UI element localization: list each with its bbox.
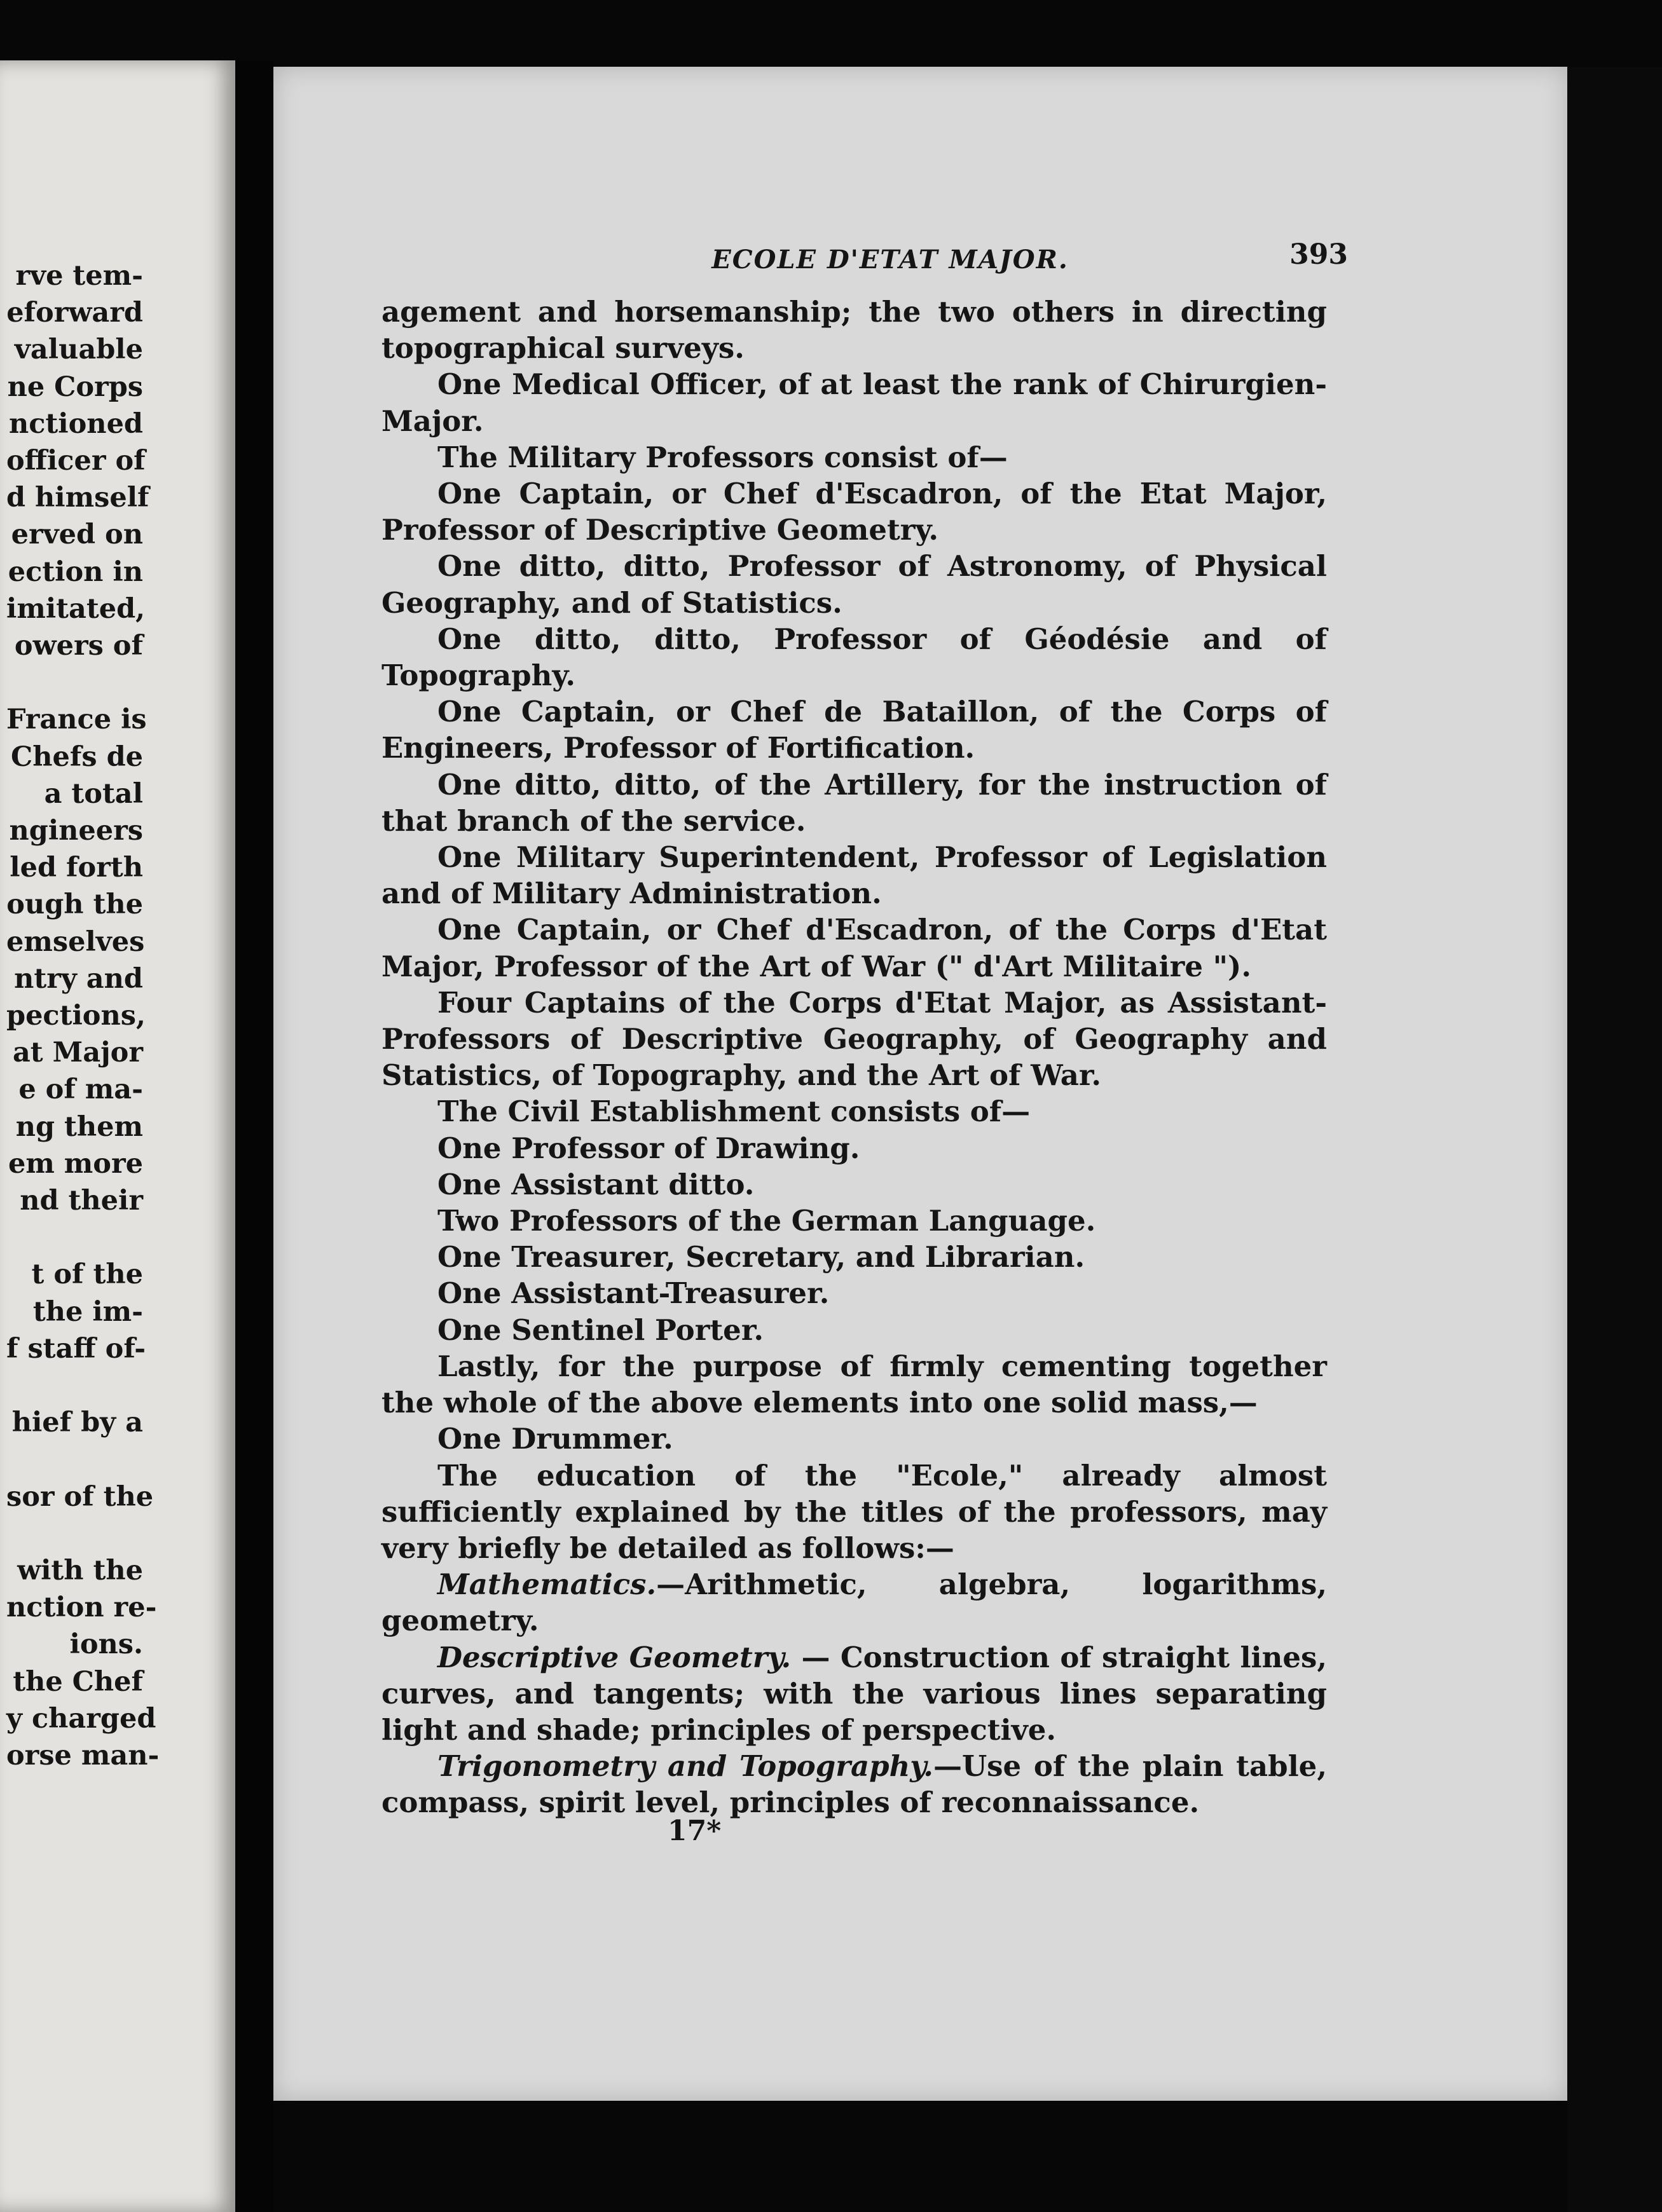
page-edge: [1567, 67, 1662, 2212]
body-paragraph: [381, 548, 1327, 620]
paragraph-text: One Medical Officer, of at least the rank of Chirurgien-Major.: [381, 367, 1327, 438]
left-page-line: e of ma-: [18, 1074, 143, 1106]
body-paragraph: [381, 1566, 1327, 1639]
paragraph-text: One ditto, ditto, Professor of Astronomy, of Physical Geography, and of Statistics.: [381, 549, 1327, 620]
left-page-line: pections,: [6, 1000, 146, 1032]
body-paragraph: [381, 294, 1327, 366]
body-paragraph: [381, 1166, 1327, 1203]
paragraph-text: One Military Superintendent, Professor of Legislation and of Military Administration.: [381, 840, 1327, 911]
paragraph-text: One Treasurer, Secretary, and Librarian.: [437, 1240, 1085, 1274]
body-paragraph: [381, 1312, 1327, 1348]
left-page-line: the im-: [32, 1295, 143, 1328]
left-page-line: imitated,: [6, 592, 146, 625]
paragraph-text: The Military Professors consist of—: [437, 440, 1008, 474]
left-page-line: ions.: [69, 1628, 143, 1661]
paragraph-lead: Trigonometry and Topography.: [437, 1749, 933, 1784]
left-page-line: officer of: [6, 445, 146, 477]
body-paragraph: [381, 1275, 1327, 1311]
left-page-line: valuable: [14, 334, 143, 366]
left-page-line: sor of the: [6, 1480, 154, 1513]
signature-mark: 17*: [668, 1815, 722, 1847]
page-number: 393: [1289, 238, 1348, 271]
body-paragraph: [381, 985, 1327, 1094]
paragraph-text: One Professor of Drawing.: [437, 1131, 860, 1165]
body-paragraph: [381, 1421, 1327, 1457]
paragraph-text: agement and horsemanship; the two others in directing topographical surveys.: [381, 295, 1327, 365]
body-paragraph: [381, 475, 1327, 548]
paragraph-text: Lastly, for the purpose of firmly cementing together the whole of the above elements into one solid mass,—: [381, 1349, 1327, 1420]
body-paragraph: [381, 767, 1327, 839]
left-page-line: Chefs de: [11, 741, 143, 773]
body-paragraph: [381, 1458, 1327, 1567]
body-paragraph: [381, 621, 1327, 693]
paragraph-lead: Descriptive Geometry.: [437, 1640, 792, 1674]
paragraph-text: One Assistant-Treasurer.: [437, 1276, 830, 1311]
left-page-line: t of the: [31, 1259, 143, 1291]
body-paragraph: [381, 839, 1327, 911]
body-paragraph: [381, 1748, 1327, 1820]
paragraph-text: Four Captains of the Corps d'Etat Major, as Assistant-Professors of Descriptive Geography, of Geography and Statistics, of Topography, and the Art of War.: [381, 985, 1327, 1093]
left-page-line: ection in: [8, 556, 143, 588]
paragraph-text: —Use of the plain table, compass, spirit level, principles of reconnaissance.: [381, 1749, 1327, 1820]
body-paragraph: [381, 1130, 1327, 1166]
body-paragraph: [381, 1348, 1327, 1421]
paragraph-text: One Captain, or Chef de Bataillon, of the Corps of Engineers, Professor of Fortification.: [381, 695, 1327, 765]
body-paragraph: [381, 1093, 1327, 1130]
left-page-line: d himself: [6, 482, 149, 514]
book-gutter: [235, 60, 273, 2212]
left-page-line: orse man-: [6, 1740, 160, 1772]
paragraph-lead: Mathematics.: [437, 1567, 657, 1602]
body-paragraph: [381, 911, 1327, 984]
body-paragraph: [381, 366, 1327, 439]
body-paragraph: [381, 1203, 1327, 1239]
left-page-line: eforward: [6, 297, 143, 329]
left-page-line: ngineers: [9, 815, 143, 847]
paragraph-text: One Sentinel Porter.: [437, 1313, 764, 1347]
left-page-line: nd their: [20, 1185, 143, 1217]
left-page-line: y charged: [6, 1702, 156, 1735]
left-page-line: ng them: [15, 1110, 143, 1143]
paragraph-text: The Civil Establishment consists of—: [437, 1095, 1031, 1129]
left-page-line: f staff of-: [6, 1332, 146, 1365]
left-page-line: nctioned: [8, 407, 143, 440]
body-paragraph: [381, 693, 1327, 766]
left-page-line: erved on: [11, 519, 143, 551]
body-text: [381, 294, 1327, 1821]
left-page-line: ough the: [6, 889, 143, 921]
left-page-line: France is: [6, 704, 147, 736]
paragraph-text: Two Professors of the German Language.: [437, 1204, 1096, 1238]
paragraph-text: One Captain, or Chef d'Escadron, of the Etat Major, Professor of Descriptive Geometry.: [381, 477, 1327, 547]
left-page-line: rve tem-: [15, 260, 143, 292]
left-page-line: ne Corps: [7, 371, 143, 403]
running-head: ECOLE D'ETAT MAJOR.: [711, 245, 1069, 275]
paragraph-text: One Captain, or Chef d'Escadron, of the Corps d'Etat Major, Professor of the Art of War (" d'Art Militaire ").: [381, 913, 1327, 983]
left-page-line: em more: [8, 1147, 143, 1180]
left-page-line: led forth: [10, 852, 143, 884]
left-page-line: a total: [44, 777, 143, 810]
paragraph-text: —Arithmetic, algebra, logarithms, geometry.: [381, 1567, 1327, 1638]
left-page-line: the Chef: [13, 1665, 143, 1698]
left-page: [0, 60, 235, 2212]
paragraph-text: One Drummer.: [437, 1422, 673, 1456]
body-paragraph: [381, 439, 1327, 475]
left-page-line: owers of: [14, 630, 143, 662]
body-paragraph: [381, 1239, 1327, 1275]
left-page-line: at Major: [12, 1037, 143, 1069]
body-paragraph: [381, 1639, 1327, 1749]
left-page-line: hief by a: [11, 1407, 143, 1439]
left-page-line: emselves: [6, 925, 145, 958]
left-page-line: with the: [17, 1555, 143, 1587]
left-page-line: ntry and: [14, 962, 143, 995]
paragraph-text: One Assistant ditto.: [437, 1167, 755, 1201]
paragraph-text: One ditto, ditto, of the Artillery, for the instruction of that branch of the service.: [381, 767, 1327, 838]
paragraph-text: The education of the "Ecole," already almost sufficiently explained by the titles of the professors, may very briefly be detailed as follows:—: [381, 1458, 1327, 1565]
paragraph-text: One ditto, ditto, Professor of Géodésie and of Topography.: [381, 622, 1327, 693]
paragraph-text: — Construction of straight lines, curves, and tangents; with the various lines separating light and shade; principles of perspective.: [381, 1640, 1327, 1747]
left-page-line: nction re-: [6, 1592, 157, 1624]
